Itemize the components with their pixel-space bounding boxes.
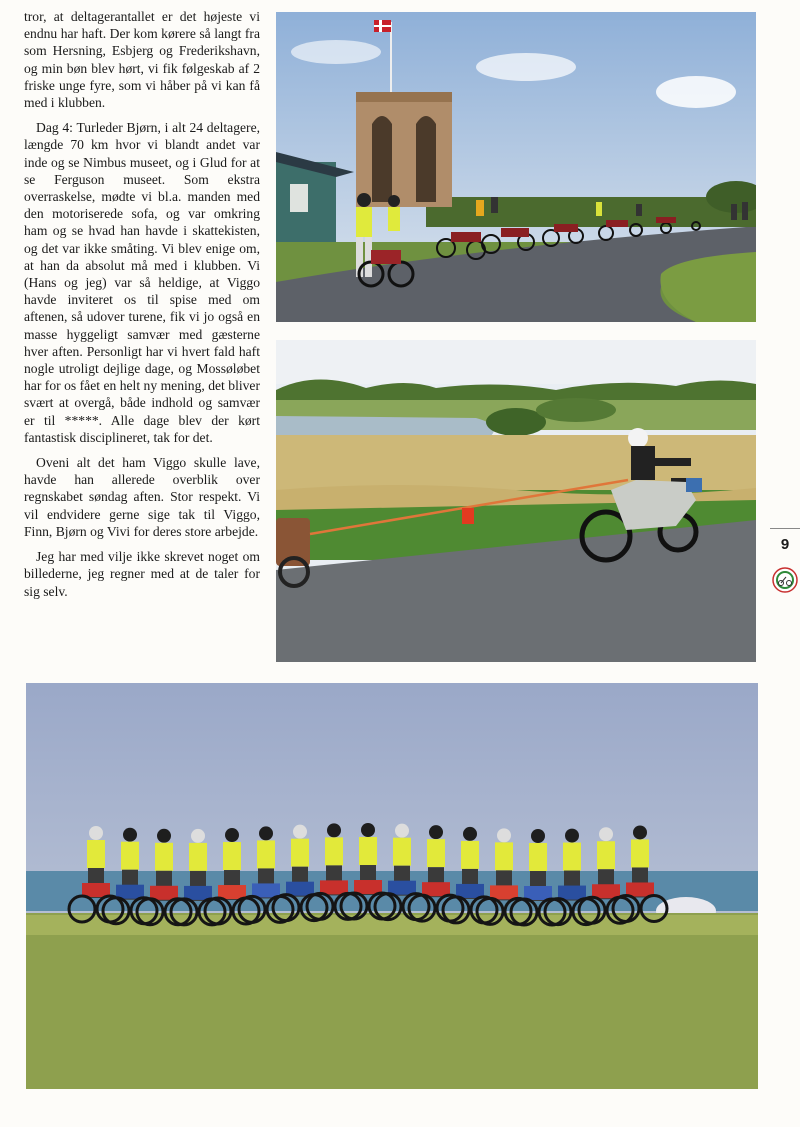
photo-tower-mopeds (276, 12, 756, 322)
page-marker-line (770, 528, 800, 529)
paragraph-2: Dag 4: Turleder Bjørn, i alt 24 deltagere, længde 70 km hvor vi blandt andet var inde og se Nimbus museet, og i Glud for at se Ferguson museet. Som ekstra overraskelse, mødte vi bl.a. manden med den motoriserede sofa, og var omkring ham og se hvad han havde i skattekisten, og det var ikke småting. Vi blev enige om, at han da absolut må med i klubben. Vi (Hans og jeg) var så heldige, at Viggo havde inviteret os til spise med om aftenen, så udover turene, fik vi jo også en masse hyggeligt samvær med gæsterne hver aften. Personligt har vi hvert fald haft nogle utroligt dejlige dage, og Mossøløbet har for os fået en helt ny mening, det bliver svært at overgå, både indhold og samvær er til *****. Alle dage blev der kørt fantastisk disciplineret, tak for det. (24, 120, 260, 445)
paragraph-3: Oveni alt det ham Viggo skulle lave, havde han allerede overblik over regnskabet søndag aften. Stor respekt. Vi vil endvidere gerne sige tak til Viggo, Finn, Bjørn og Vivi for deres store arbejde. (24, 455, 260, 539)
paragraph-1: tror, at deltagerantallet er det højeste vi endnu har haft. Der kom kørere så langt fra som Hersning, Esbjerg og Frederikshavn, og min bøn blev hørt, vi fik følgeskab af 2 friske unge fyre, som vi håber på vi kan få med i klubben. (24, 9, 260, 111)
paragraph-4: Jeg har med vilje ikke skrevet noget om billederne, jeg regner med at de taler for sig selv. (24, 549, 260, 599)
article-text-column (24, 8, 260, 608)
photo-moped-towing (276, 340, 756, 662)
photo-group-lineup (26, 683, 758, 1089)
page-number: 9 (780, 536, 790, 553)
club-logo-icon (772, 562, 798, 598)
